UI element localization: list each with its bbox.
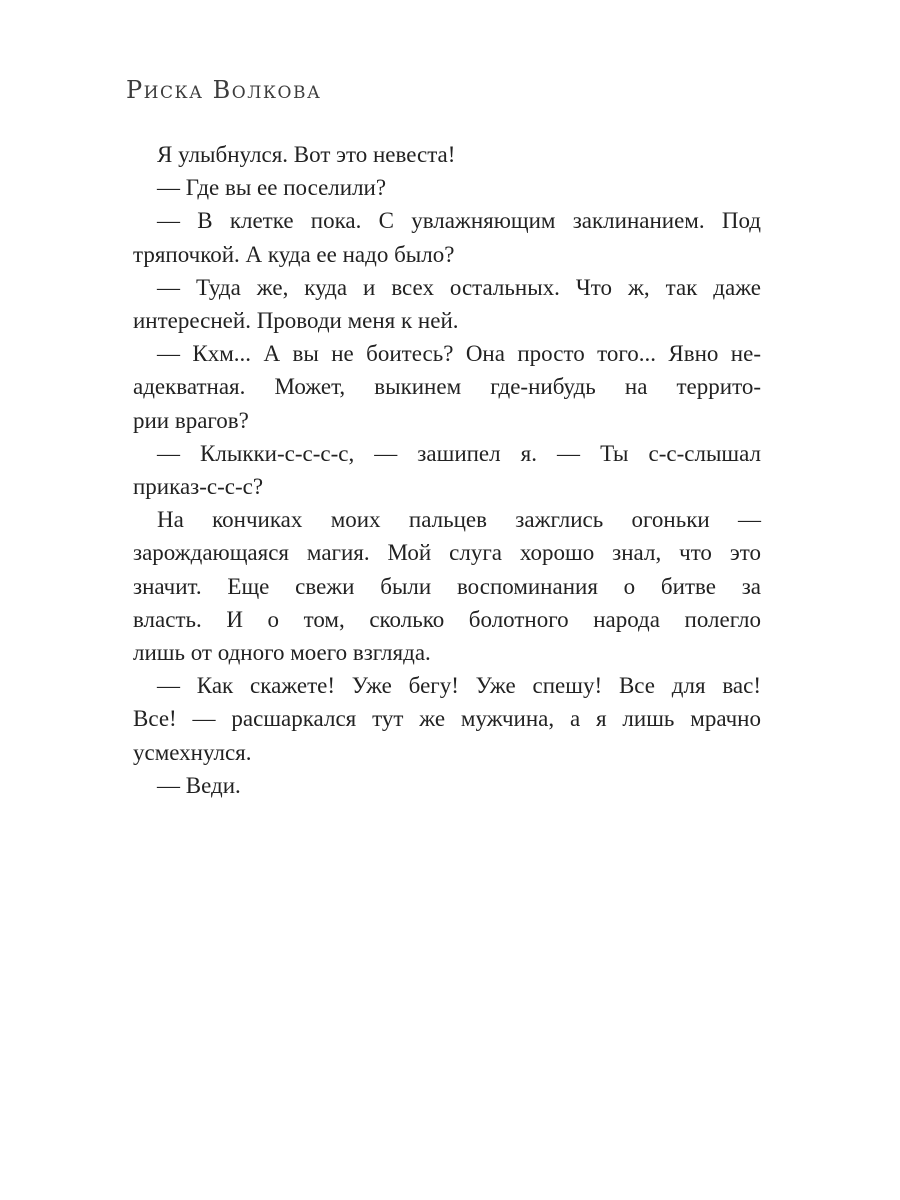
text-line: Все! — расшаркался тут же мужчина, а я лишь мрачно xyxy=(133,706,761,732)
text-line: — В клетке пока. С увлажняющим заклинанием. Под xyxy=(157,208,761,234)
text-line: — Туда же, куда и всех остальных. Что ж, так даже xyxy=(157,274,761,300)
text-line: — Как скажете! Уже бегу! Уже спешу! Все для вас! xyxy=(157,673,761,699)
text-line: приказ-с-с-с? xyxy=(133,474,264,500)
text-line: На кончиках моих пальцев зажглись огоньки — xyxy=(157,507,761,533)
author-header: Риска Волкова xyxy=(126,76,322,104)
text-line: — Клыкки-с-с-с-с, — зашипел я. — Ты с-с-слышал xyxy=(157,440,761,466)
text-line: — Где вы ее поселили? xyxy=(157,175,387,201)
text-line: Я улыбнулся. Вот это невеста! xyxy=(157,142,456,167)
text-line: — Веди. xyxy=(157,772,241,798)
text-line: значит. Еще свежи были воспоминания о битве за xyxy=(133,573,761,599)
page-text xyxy=(133,138,761,802)
text-line: тряпочкой. А куда ее надо было? xyxy=(133,241,455,267)
text-line: зарождающаяся магия. Мой слуга хорошо знал, что это xyxy=(133,540,761,566)
text-line: рии врагов? xyxy=(133,407,249,433)
text-line: интересней. Проводи меня к ней. xyxy=(133,308,459,334)
text-line: лишь от одного моего взгляда. xyxy=(133,640,431,666)
text-line: адекватная. Может, выкинем где-нибудь на террито- xyxy=(133,374,761,400)
text-line: усмехнулся. xyxy=(133,739,252,765)
text-line: — Кхм... А вы не боитесь? Она просто того... Явно не- xyxy=(157,341,761,367)
text-line: власть. И о том, сколько болотного народа полегло xyxy=(133,606,761,632)
